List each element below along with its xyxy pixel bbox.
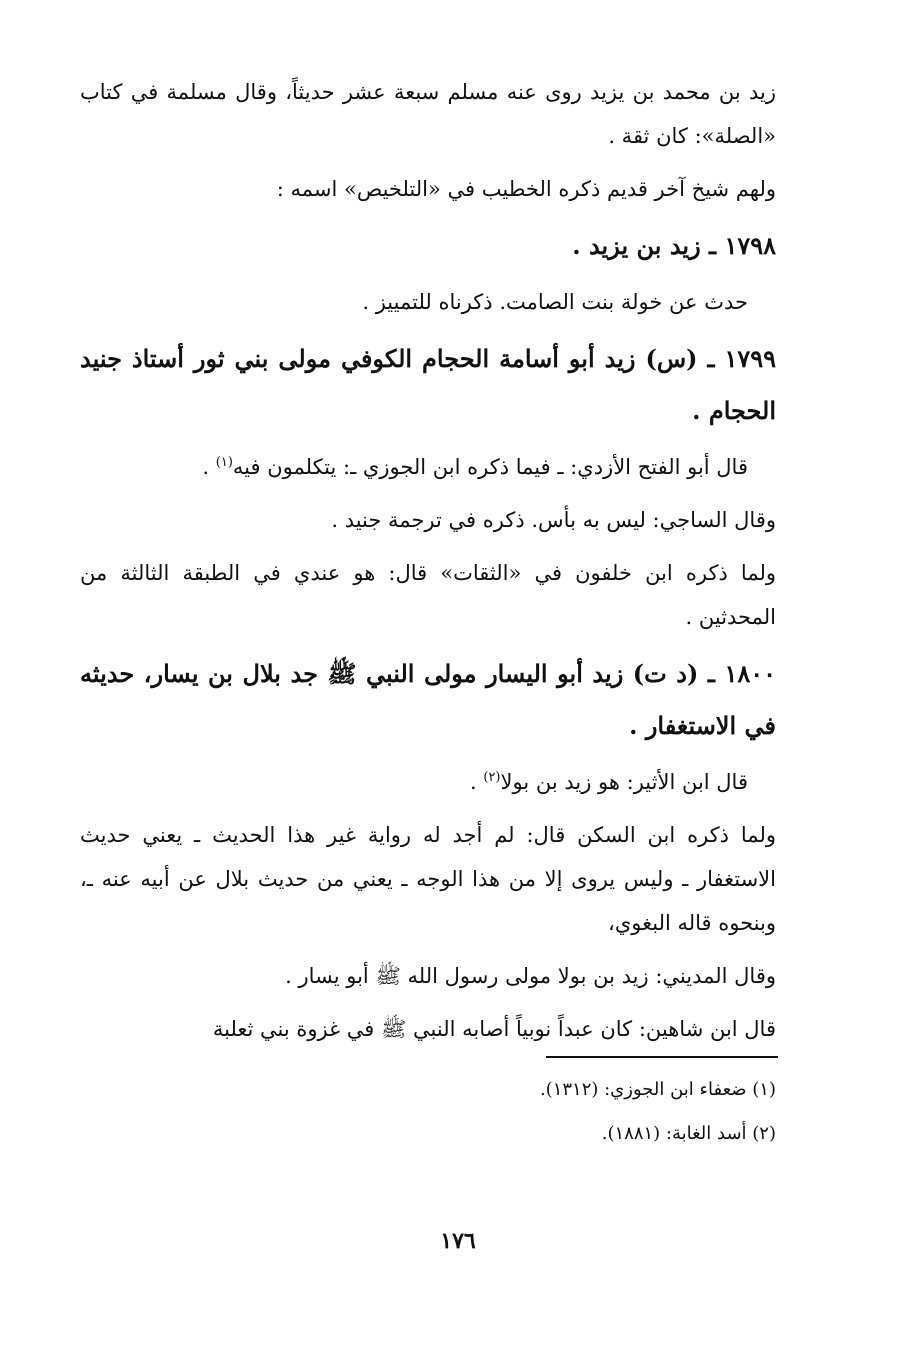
paragraph-zayd-ibn-muhammad: زيد بن محمد بن يزيد روى عنه مسلم سبعة عشر حديثاً، وقال مسلمة في كتاب «الصلة»: كان ثقة .: [80, 80, 776, 148]
paragraph-saji: وقال الساجي: ليس به بأس. ذكره في ترجمة جنيد .: [331, 508, 776, 532]
footnote-2: (٢) أسد الغابة: (١٨٨١).: [601, 1123, 776, 1144]
footnote-ref-1: (١): [215, 455, 233, 470]
footnotes: [80, 1068, 776, 1156]
paragraph-azdi: [80, 445, 776, 489]
paragraph-khawla: حدث عن خولة بنت الصامت. ذكرناه للتمييز .: [362, 290, 748, 314]
entry-heading-1798: ١٧٩٨ ـ زيد بن يزيد .: [572, 231, 776, 260]
azdi-text: قال أبو الفتح الأزدي: ـ فيما ذكره ابن الجوزي ـ: يتكلمون فيه: [232, 455, 748, 479]
ibn-athir-end: .: [470, 770, 484, 794]
paragraph-ibn-athir: [80, 760, 776, 804]
paragraph-ibn-shahin: قال ابن شاهين: كان عبداً نوبياً أصابه النبي ﷺ في غزوة بني ثعلبة: [212, 1017, 776, 1041]
entry-heading-1800: ١٨٠٠ ـ (د ت) زيد أبو اليسار مولى النبي ﷺ جد بلال بن يسار، حديثه في الاستغفار .: [80, 659, 776, 740]
paragraph-ibn-khalfun: ولما ذكره ابن خلفون في «الثقات» قال: هو عندي في الطبقة الثالثة من المحدثين .: [80, 561, 776, 629]
paragraph-another-shaykh: ولهم شيخ آخر قديم ذكره الخطيب في «التلخيص» اسمه :: [276, 177, 776, 201]
azdi-end: .: [202, 455, 216, 479]
footnote-divider: [546, 1056, 778, 1058]
paragraph-ibn-sakan: ولما ذكره ابن السكن قال: لم أجد له رواية غير هذا الحديث ـ يعني حديث الاستغفار ـ وليس يروى إلا من هذا الوجه ـ يعني من حديث بلال عن أبيه عنه ـ، وبنحوه قاله البغوي،: [80, 823, 776, 935]
ibn-athir-text: قال ابن الأثير: هو زيد بن بولا: [500, 770, 748, 794]
paragraph-madini: وقال المديني: زيد بن بولا مولى رسول الله ﷺ أبو يسار .: [285, 964, 776, 988]
entry-heading-1799: ١٧٩٩ ـ (س) زيد أبو أسامة الحجام الكوفي مولى بني ثور أستاذ جنيد الحجام .: [80, 344, 776, 425]
footnote-1: (١) ضعفاء ابن الجوزي: (١٣١٢).: [539, 1079, 776, 1100]
page-number: ١٧٦: [440, 1228, 476, 1254]
footnote-ref-2: (٢): [483, 770, 501, 785]
page-body: [80, 70, 776, 1060]
